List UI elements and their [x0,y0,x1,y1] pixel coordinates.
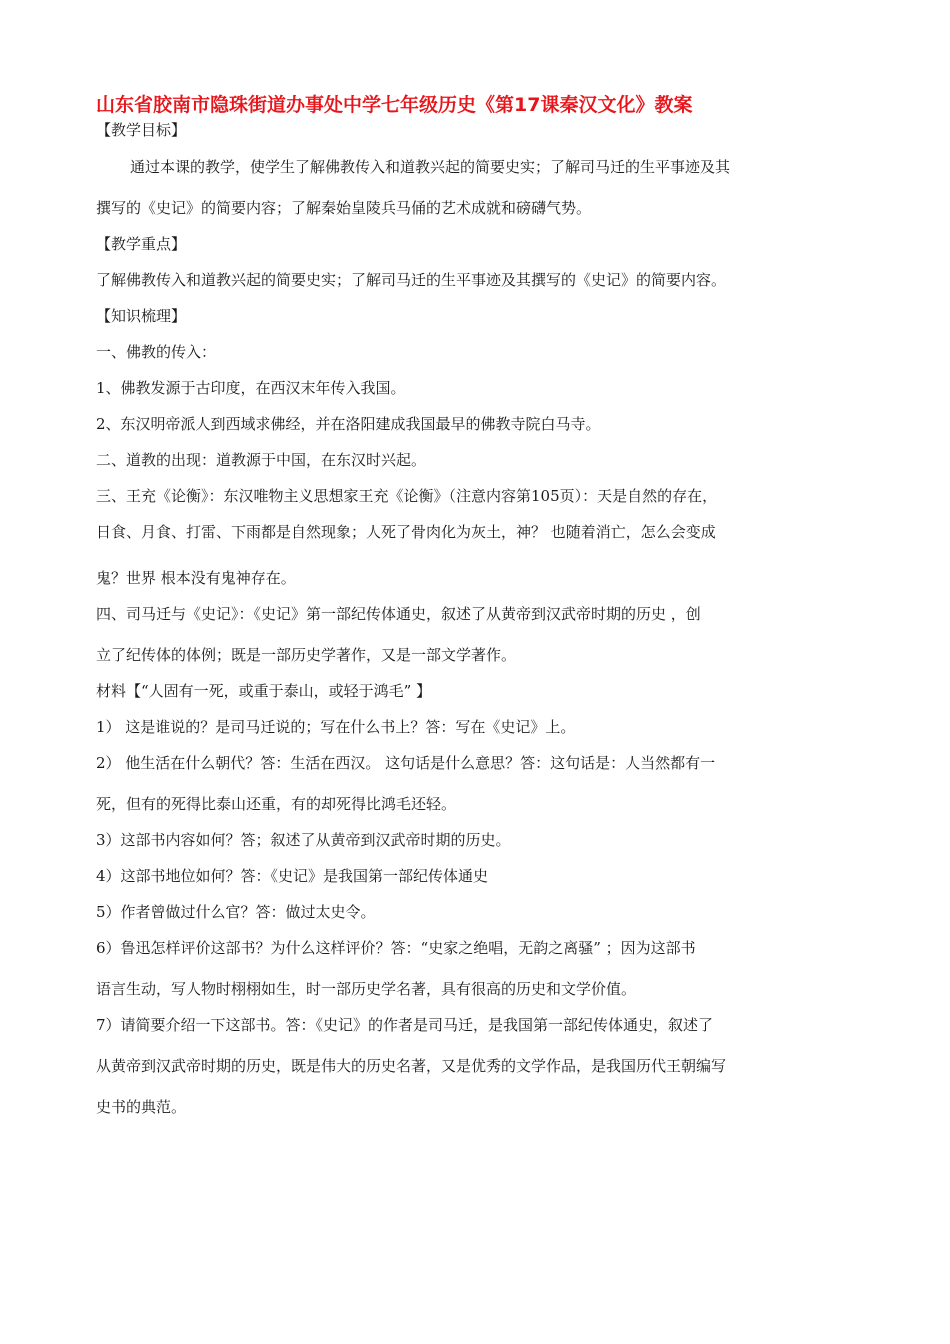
paragraph-line: 通过本课的教学，使学生了解佛教传入和道教兴起的简要史实；了解司马迁的生平事迹及其 [130,158,731,176]
qa-line: 1） 这是谁说的？是司马迁说的；写在什么书上？答：写在《史记》上。 [96,718,576,736]
paragraph-line: 2、东汉明帝派人到西域求佛经，并在洛阳建成我国最早的佛教寺院白马寺。 [96,415,601,433]
paragraph-line: 一、佛教的传入： [96,343,217,361]
qa-line: 语言生动，写人物时栩栩如生，时一部历史学名著，具有很高的历史和文学价值。 [96,980,637,998]
qa-line: 2） 他生活在什么朝代？答：生活在西汉。 这句话是什么意思？答：这句话是：人当然都有一 [96,754,716,772]
qa-line: 史书的典范。 [96,1098,187,1116]
qa-line: 死，但有的死得比泰山还重，有的却死得比鸿毛还轻。 [96,795,457,813]
paragraph-line: 撰写的《史记》的简要内容；了解秦始皇陵兵马俑的艺术成就和磅礴气势。 [96,199,592,217]
material-heading: 材料【“人固有一死，或重于泰山，或轻于鸿毛” 】 [96,682,432,700]
paragraph-line: 日食、月食、打雷、下雨都是自然现象；人死了骨肉化为灰土，神？ 也随着消亡，怎么会变成 [96,523,716,541]
qa-line: 6）鲁迅怎样评价这部书？为什么这样评价？答：“史家之绝唱，无韵之离骚” ；因为这部书 [96,939,696,957]
qa-line: 3）这部书内容如何？答；叙述了从黄帝到汉武帝时期的历史。 [96,831,511,849]
document-title: 山东省胶南市隐珠街道办事处中学七年级历史《第17课秦汉文化》教案 [96,94,693,116]
paragraph-line: 三、王充《论衡》：东汉唯物主义思想家王充《论衡》（注意内容第105页）：天是自然的存在， [96,487,718,505]
qa-line: 从黄帝到汉武帝时期的历史，既是伟大的历史名著，又是优秀的文学作品，是我国历代王朝编写 [96,1057,727,1075]
qa-line: 7）请简要介绍一下这部书。答：《史记》的作者是司马迁，是我国第一部纪传体通史，叙述了 [96,1016,714,1034]
section-heading-key-points: 【教学重点】 [96,235,187,253]
paragraph-line: 二、道教的出现：道教源于中国，在东汉时兴起。 [96,451,427,469]
qa-line: 5）作者曾做过什么官？答：做过太史令。 [96,903,376,921]
paragraph-line: 立了纪传体的体例；既是一部历史学著作，又是一部文学著作。 [96,646,517,664]
section-heading-objectives: 【教学目标】 [96,121,187,139]
paragraph-line: 了解佛教传入和道教兴起的简要史实；了解司马迁的生平事迹及其撰写的《史记》的简要内容。 [96,271,727,289]
qa-line: 4）这部书地位如何？答：《史记》是我国第一部纪传体通史 [96,867,489,885]
paragraph-line: 四、司马迁与《史记》：《史记》第一部纪传体通史，叙述了从黄帝到汉武帝时期的历史 ，创 [96,605,701,623]
section-heading-knowledge: 【知识梳理】 [96,307,187,325]
paragraph-line: 鬼？世界 根本没有鬼神存在。 [96,569,296,587]
paragraph-line: 1、佛教发源于古印度，在西汉末年传入我国。 [96,379,406,397]
